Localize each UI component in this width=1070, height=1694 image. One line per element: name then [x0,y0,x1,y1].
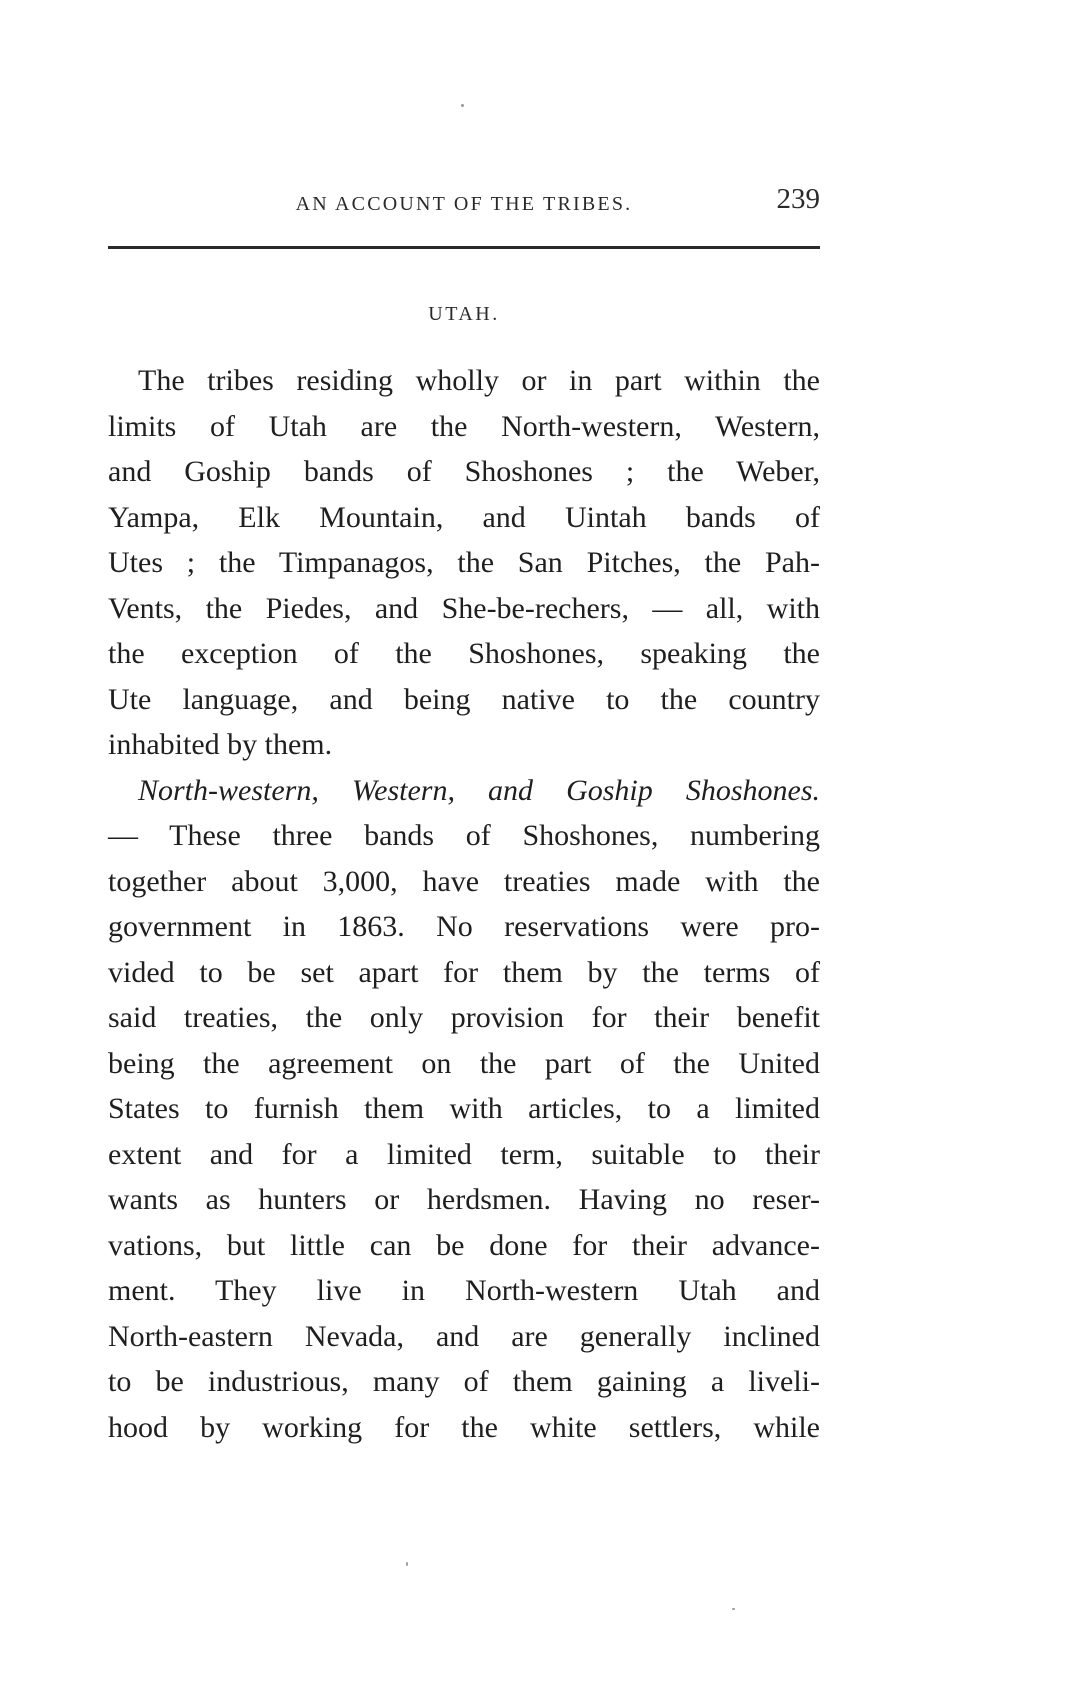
body-text [108,358,820,1450]
paragraph-line: hood by working for the white settlers, while [108,1410,820,1444]
paragraph-line: the exception of the Shoshones, speaking the [108,637,820,670]
paragraph-line: vided to be set apart for them by the terms of [108,955,820,989]
paragraph-line: — These three bands of Shoshones, numbering [108,819,820,852]
paragraph-line: Yampa, Elk Mountain, and Uintah bands of [108,500,820,534]
paragraph-line: The tribes residing wholly or in part within the [138,364,820,397]
paragraph-line: Utes ; the Timpanagos, the San Pitches, the Pah- [108,546,820,579]
paragraph-line: extent and for a limited term, suitable to their [108,1137,820,1171]
paragraph-line: government in 1863. No reservations were pro- [108,910,820,943]
page-number: 239 [776,183,820,215]
paragraph-line: wants as hunters or herdsmen. Having no reser- [108,1183,820,1216]
paper-speck [461,104,464,107]
paragraph-line: Vents, the Piedes, and She-be-rechers, — all, with [108,591,820,625]
paragraph-line: States to furnish them with articles, to a limited [108,1092,820,1125]
paragraph-line: Ute language, and being native to the country [108,682,820,716]
header-rule [108,246,820,249]
section-heading: UTAH. [428,303,500,325]
running-title: AN ACCOUNT OF THE TRIBES. [295,193,633,215]
paragraph-line: North-eastern Nevada, and are generally inclined [108,1319,820,1353]
paragraph-line: ment. They live in North-western Utah and [108,1274,820,1307]
paper-speck [732,1608,735,1610]
subsection-heading: North-western, Western, and Goship Shoshones. [138,773,820,807]
paragraph-line: inhabited by them. [108,728,333,761]
paragraph-line: to be industrious, many of them gaining a liveli- [108,1365,820,1398]
paragraph-line: said treaties, the only provision for their benefit [108,1001,820,1034]
paragraph-line: being the agreement on the part of the United [108,1046,820,1080]
paper-speck [406,1562,408,1566]
running-head [108,183,820,223]
paragraph-line: together about 3,000, have treaties made with the [108,864,820,898]
paragraph-line: limits of Utah are the North-western, Western, [108,409,820,443]
paragraph-line: vations, but little can be done for their advance- [108,1228,820,1262]
paragraph-line: and Goship bands of Shoshones ; the Weber, [108,455,820,488]
